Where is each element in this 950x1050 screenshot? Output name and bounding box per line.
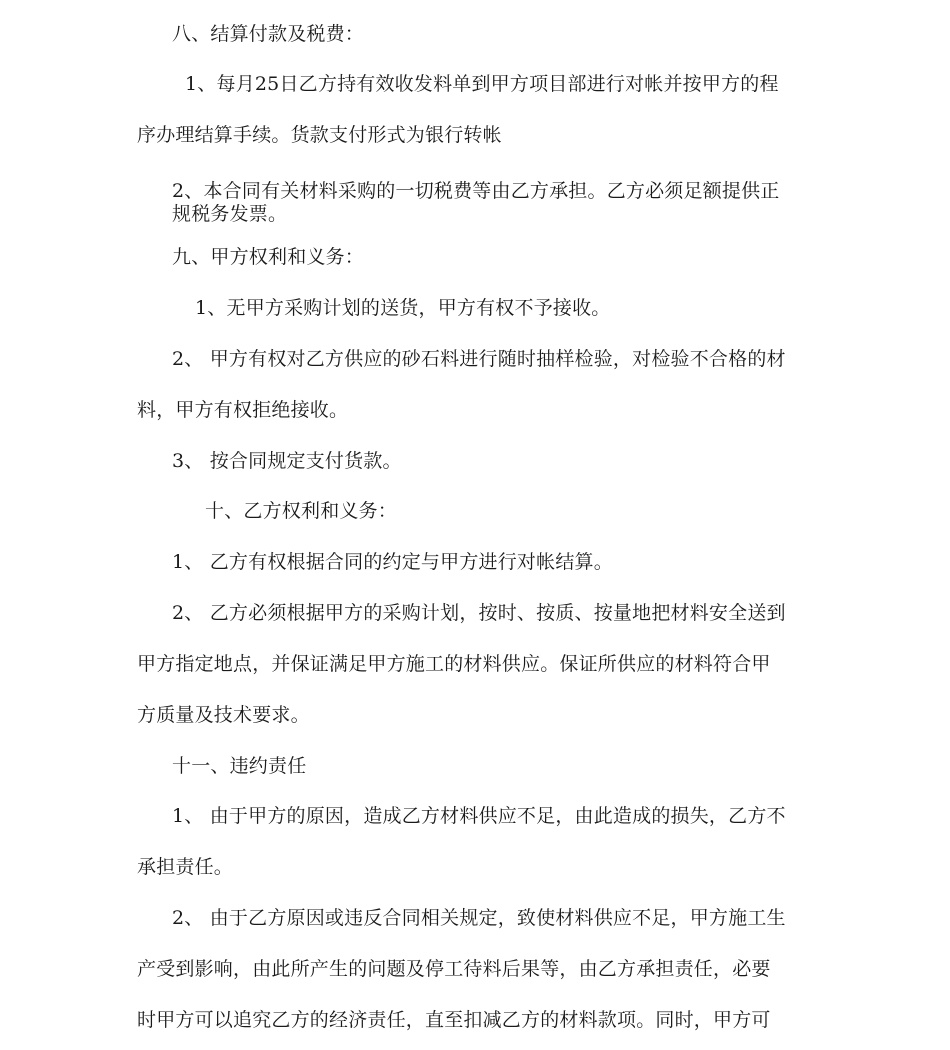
clause-10-2-line-2: 甲方指定地点，并保证满足甲方施工的材料供应。保证所供应的材料符合甲 xyxy=(137,653,771,675)
clause-9-2-line-2: 料，甲方有权拒绝接收。 xyxy=(137,399,349,421)
clause-9-1: 1、无甲方采购计划的送货，甲方有权不予接收。 xyxy=(195,297,611,319)
clause-8-1-line-1: 1、每月25日乙方持有效收发料单到甲方项目部进行对帐并按甲方的程 xyxy=(185,73,779,95)
clause-8-2-line-1: 2、本合同有关材料采购的一切税费等由乙方承担。乙方必须足额提供正 xyxy=(172,180,780,202)
section-8-heading: 八、结算付款及税费： xyxy=(172,23,365,45)
clause-9-3: 3、 按合同规定支付货款。 xyxy=(172,450,402,472)
section-11-heading: 十一、违约责任 xyxy=(172,755,307,777)
clause-11-2-line-2: 产受到影响，由此所产生的问题及停工待料后果等，由乙方承担责任，必要 xyxy=(137,958,771,980)
clause-11-2-line-1: 2、 由于乙方原因或违反合同相关规定，致使材料供应不足，甲方施工生 xyxy=(172,907,786,929)
section-10-heading: 十、乙方权利和义务： xyxy=(205,500,398,522)
clause-8-2-line-2: 规税务发票。 xyxy=(172,203,288,225)
clause-11-2-line-3: 时甲方可以追究乙方的经济责任，直至扣减乙方的材料款项。同时，甲方可 xyxy=(137,1009,771,1031)
clause-8-1-line-2: 序办理结算手续。货款支付形式为银行转帐 xyxy=(137,124,502,146)
clause-10-2-line-3: 方质量及技术要求。 xyxy=(137,704,310,726)
section-9-heading: 九、甲方权利和义务： xyxy=(172,246,365,268)
clause-10-1: 1、 乙方有权根据合同的约定与甲方进行对帐结算。 xyxy=(172,551,613,573)
clause-9-2-line-1: 2、 甲方有权对乙方供应的砂石料进行随时抽样检验，对检验不合格的材 xyxy=(172,348,786,370)
clause-11-1-line-1: 1、 由于甲方的原因，造成乙方材料供应不足，由此造成的损失，乙方不 xyxy=(172,805,786,827)
clause-10-2-line-1: 2、 乙方必须根据甲方的采购计划，按时、按质、按量地把材料安全送到 xyxy=(172,602,786,624)
clause-11-1-line-2: 承担责任。 xyxy=(137,856,234,878)
